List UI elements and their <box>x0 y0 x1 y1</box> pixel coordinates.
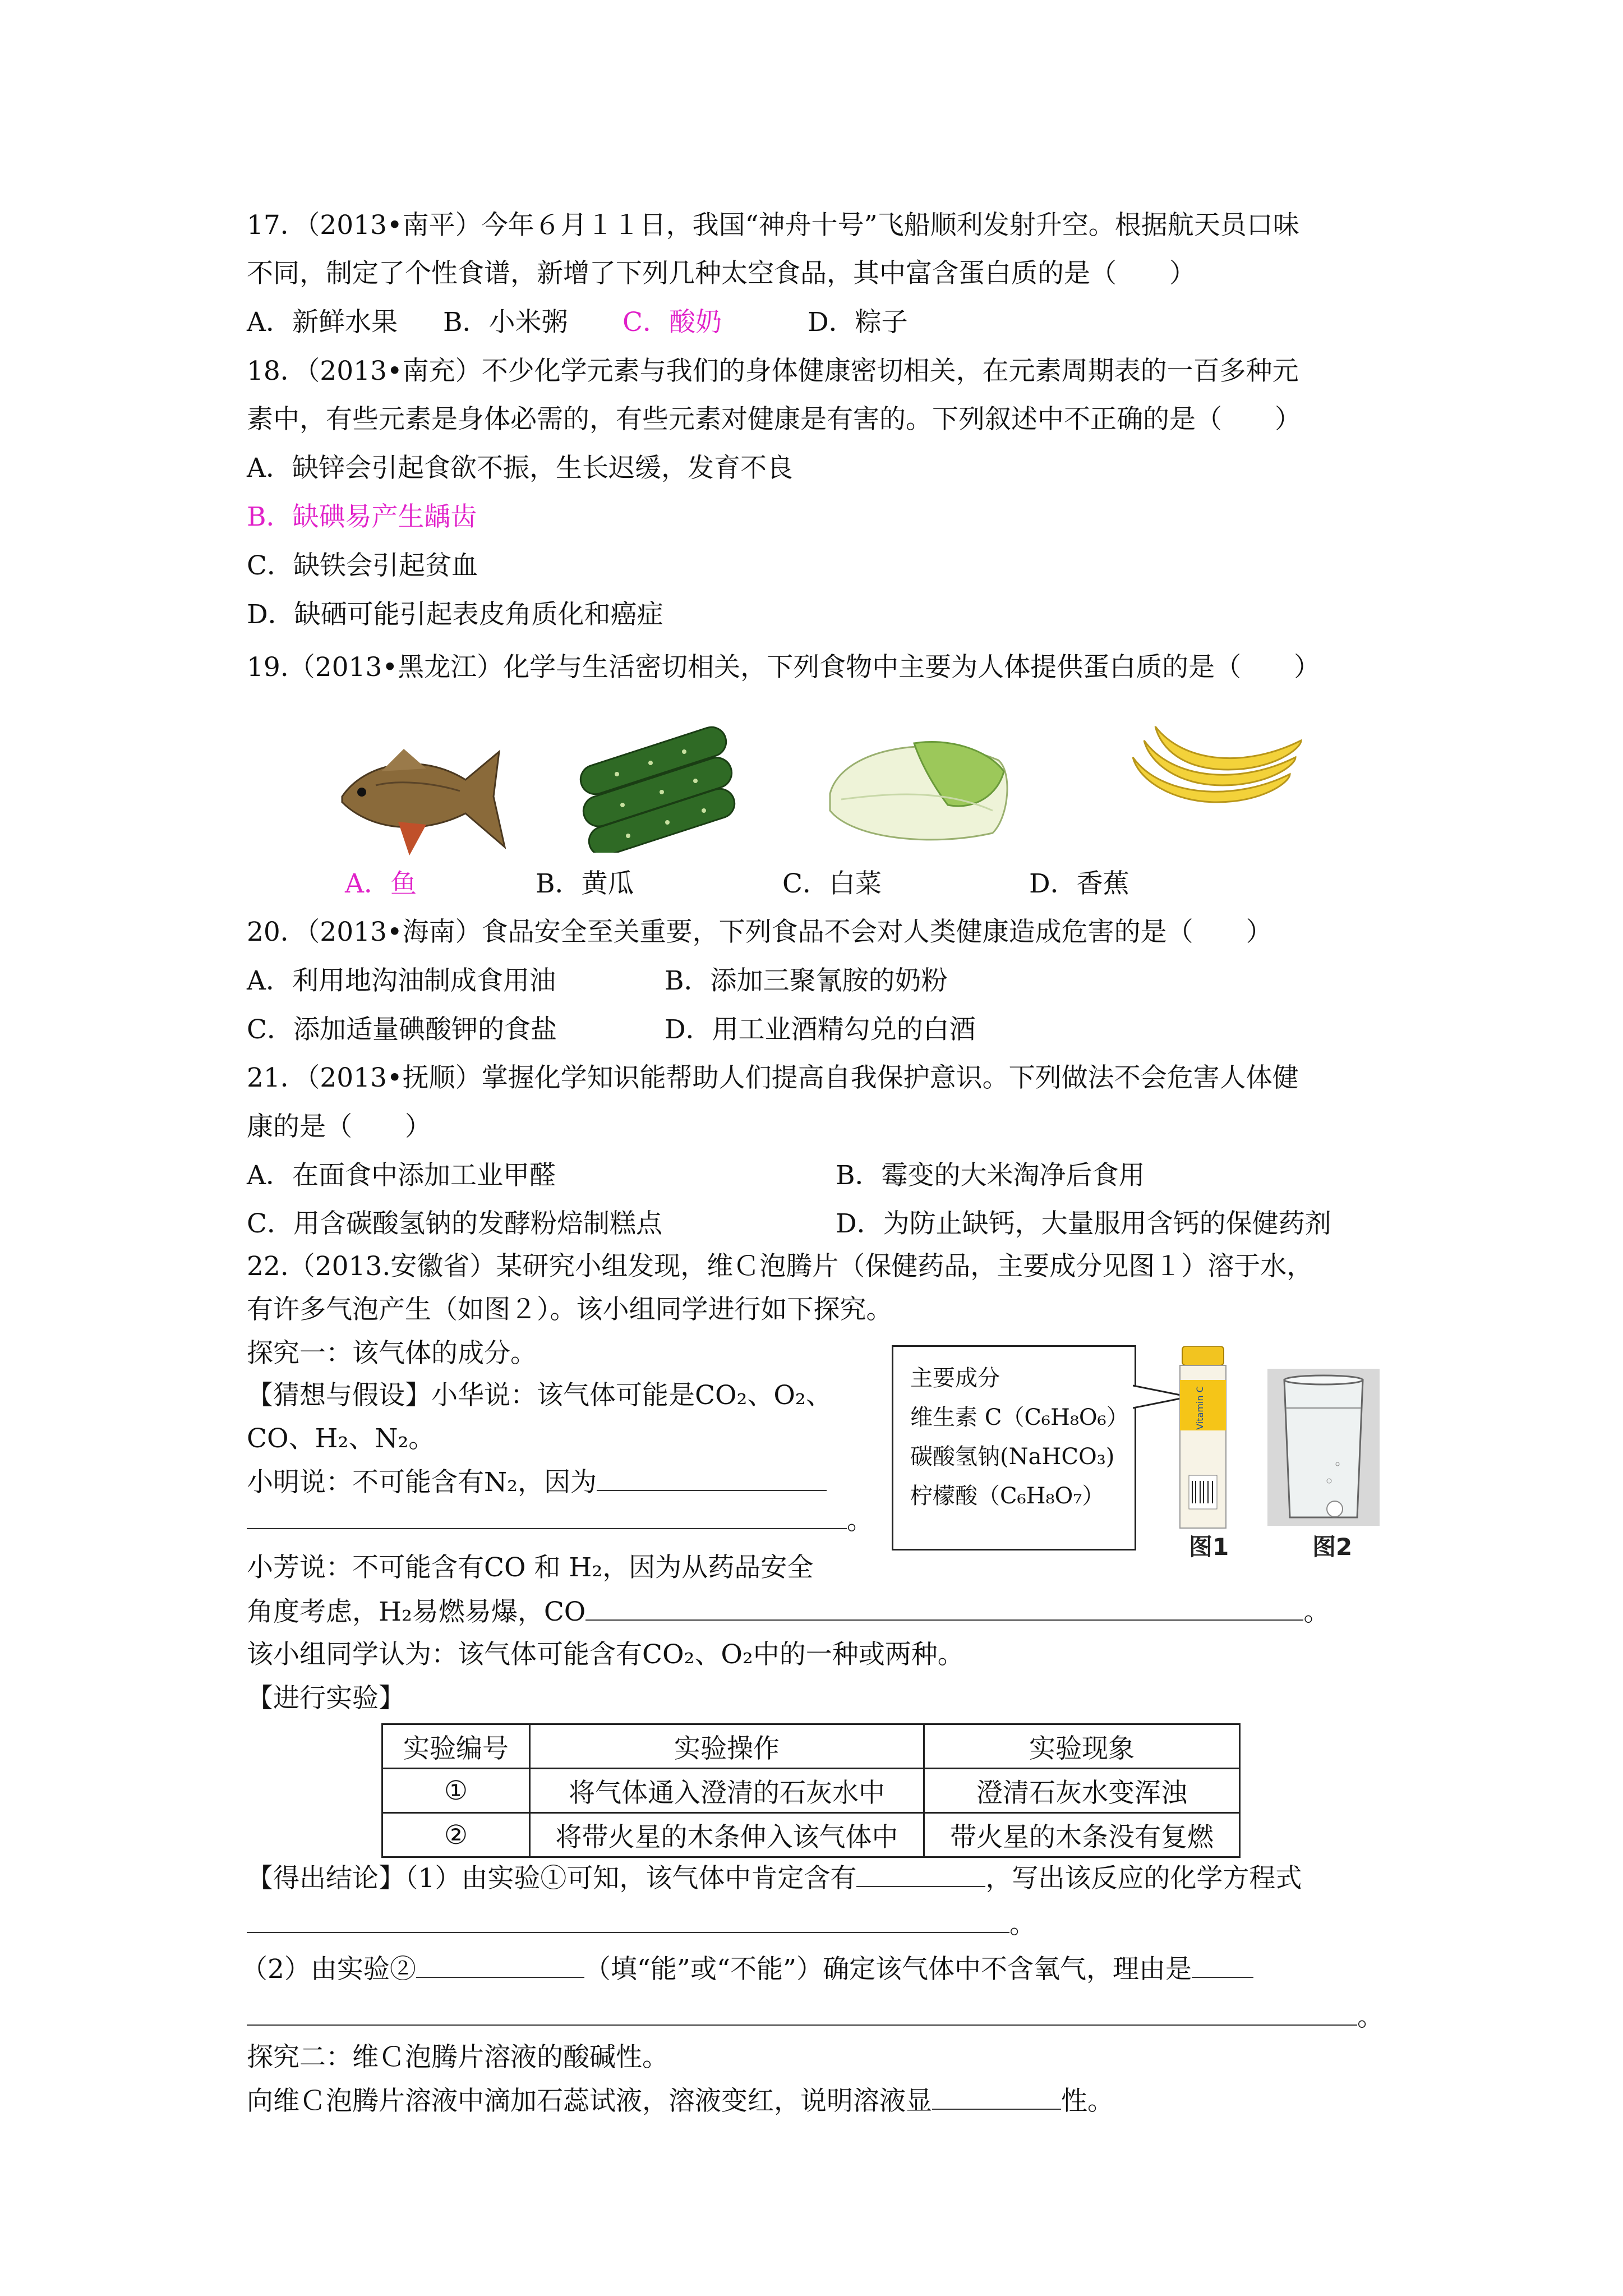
cell-exp-1-phenomenon: 澄清石灰水变浑浊 <box>924 1769 1240 1813</box>
answer-blank-reason-start[interactable] <box>1192 1952 1253 1978</box>
cabbage-icon <box>819 726 1015 850</box>
q18-stem-line2: 素中，有些元素是身体必需的，有些元素对健康是有害的。下列叙述中不正确的是（ ） <box>247 404 1301 435</box>
fang-h2: H₂ <box>379 1596 412 1627</box>
q22-guess-gases-2: CO、H₂、N₂。 <box>247 1423 435 1454</box>
answer-blank-ming-reason-2[interactable] <box>247 1503 847 1529</box>
q22-conclusion1-line <box>247 1861 1302 1895</box>
ingredient-nahco3: 碳酸氢钠(NaHCO₃) <box>910 1444 1115 1470</box>
figure-2-caption: 图2 <box>1312 1533 1353 1561</box>
group-end: 中的一种或两种。 <box>753 1639 964 1670</box>
q17-stem-line1: 17．（2013•南平）今年６月１１日，我国“神舟十号”飞船顺利发射升空。根据航天员口味 <box>247 210 1299 241</box>
q22-xiaofang-line1 <box>247 1551 813 1585</box>
q19-option-c: C．白菜 <box>782 868 882 899</box>
q20-option-b: B．添加三聚氰胺的奶粉 <box>665 965 948 996</box>
table-row <box>382 1769 1240 1813</box>
answer-blank-co-reason[interactable] <box>585 1595 1303 1621</box>
q21-stem-line2: 康的是（ ） <box>247 1111 431 1142</box>
cucumber-icon <box>566 724 746 853</box>
answer-blank-ming-reason[interactable] <box>597 1465 827 1491</box>
q20-stem: 20．（2013•海南）食品安全至关重要，下列食品不会对人类健康造成危害的是（ ） <box>247 917 1272 947</box>
cell-exp-1-operation: 将气体通入澄清的石灰水中 <box>530 1769 924 1813</box>
q22-stem-line1: 22.（2013.安徽省）某研究小组发现，维Ｃ泡腾片（保健药品，主要成分见图１）溶于水， <box>247 1251 1313 1282</box>
q22-equation-line <box>247 1907 1036 1941</box>
fang-text-b: ，因为从药品安全 <box>602 1552 814 1583</box>
answer-blank-reason[interactable] <box>247 2000 1357 2026</box>
cell-exp-2-phenomenon: 带火星的木条没有复燃 <box>924 1813 1240 1857</box>
ming-text-a: 小明说：不可能含有 <box>247 1467 484 1498</box>
group-gases: CO₂、O₂ <box>642 1639 753 1670</box>
q17-option-d: D．粽子 <box>808 307 908 338</box>
q21-option-d: D．为防止缺钙，大量服用含钙的保健药剂 <box>836 1208 1331 1239</box>
table-header-row <box>382 1724 1240 1769</box>
table-row <box>382 1813 1240 1857</box>
period: 。 <box>847 1505 873 1536</box>
vitamin-c-tube-image <box>1172 1346 1234 1531</box>
q22-group-line <box>247 1638 964 1672</box>
q21-stem-line1: 21．（2013•抚顺）掌握化学知识能帮助人们提高自我保护意识。下列做法不会危害人体健 <box>247 1062 1299 1093</box>
guess-gases-1: CO₂、O₂、 <box>695 1380 832 1411</box>
fang-text-d: 易燃易爆，CO <box>412 1596 586 1627</box>
q22-experiment-heading: 【进行实验】 <box>247 1683 405 1714</box>
q19-option-d: D．香蕉 <box>1029 868 1129 899</box>
period: 。 <box>1009 1909 1036 1940</box>
q18-option-b: B．缺碘易产生龋齿 <box>247 501 477 532</box>
answer-blank-acidity[interactable] <box>932 2084 1061 2110</box>
q20-option-c: C．添加适量碘酸钾的食盐 <box>247 1014 557 1045</box>
glass-of-water-image <box>1267 1369 1380 1526</box>
q22-explore1-heading: 探究一：该气体的成分。 <box>247 1338 537 1369</box>
cell-exp-1-number: ① <box>382 1769 530 1813</box>
banana-icon <box>1122 718 1307 808</box>
conclusion2-text-b: （填“能”或“不能”）确定该气体中不含氧气，理由是 <box>584 1954 1192 1985</box>
period: 。 <box>1303 1596 1330 1627</box>
q22-litmus-line <box>247 2084 1114 2118</box>
q22-stem-line2: 有许多气泡产生（如图２）。该小组同学进行如下探究。 <box>247 1294 893 1325</box>
q17-option-b: B．小米粥 <box>443 307 568 338</box>
q17-option-a: A．新鲜水果 <box>247 307 398 338</box>
conclusion2-text-a: （2）由实验② <box>241 1954 416 1985</box>
ingredients-title: 主要成分 <box>910 1365 1000 1391</box>
conclusion-text-b: ，写出该反应的化学方程式 <box>985 1863 1302 1894</box>
q22-explore2-heading: 探究二：维Ｃ泡腾片溶液的酸碱性。 <box>247 2042 668 2073</box>
q21-option-a: A．在面食中添加工业甲醛 <box>247 1160 556 1191</box>
q17-option-c: C．酸奶 <box>623 307 722 338</box>
answer-blank-equation[interactable] <box>247 1907 1009 1933</box>
q21-option-c: C．用含碳酸氢钠的发酵粉焙制糕点 <box>247 1208 662 1239</box>
q20-option-a: A．利用地沟油制成食用油 <box>247 965 556 996</box>
q18-option-d: D．缺硒可能引起表皮角质化和癌症 <box>247 599 663 630</box>
q20-option-d: D．用工业酒精勾兑的白酒 <box>665 1014 976 1045</box>
conclusion-text-a: 【得出结论】（1）由实验①可知，该气体中肯定含有 <box>247 1863 857 1894</box>
guess-text: 【猜想与假设】小华说：该气体可能是 <box>247 1380 695 1411</box>
answer-blank-gas[interactable] <box>856 1861 985 1887</box>
q19-stem: 19.（2013•黑龙江）化学与生活密切相关，下列食物中主要为人体提供蛋白质的是（ ） <box>247 652 1321 683</box>
q22-xiaoming-line2 <box>247 1503 873 1538</box>
header-operation: 实验操作 <box>530 1724 924 1769</box>
q17-stem-line2: 不同，制定了个性食谱，新增了下列几种太空食品，其中富含蛋白质的是（ ） <box>247 258 1196 289</box>
fang-text-a: 小芳说：不可能含有 <box>247 1552 484 1583</box>
figure-1-caption: 图1 <box>1189 1533 1229 1561</box>
q18-option-c: C．缺铁会引起贫血 <box>247 550 478 581</box>
cell-exp-2-number: ② <box>382 1813 530 1857</box>
fish-icon <box>331 729 516 864</box>
period: 。 <box>1357 2001 1384 2032</box>
q22-xiaoming-line <box>247 1465 827 1499</box>
ingredients-callout <box>892 1345 1136 1550</box>
q18-stem-line1: 18．（2013•南充）不少化学元素与我们的身体健康密切相关，在元素周期表的一百多种元 <box>247 356 1299 386</box>
header-exp-number: 实验编号 <box>382 1724 530 1769</box>
q19-option-a: A．鱼 <box>345 868 417 899</box>
ming-text-b: ，因为 <box>517 1467 597 1498</box>
q22-guess-line1 <box>247 1379 832 1412</box>
group-text: 该小组同学认为：该气体可能含有 <box>247 1639 642 1670</box>
q22-xiaofang-line2 <box>247 1595 1330 1629</box>
bottle-label-text: Vitamin C <box>1195 1386 1205 1430</box>
ingredient-vitamin-c: 维生素 C（C₆H₈O₆） <box>910 1405 1129 1430</box>
litmus-text-a: 向维Ｃ泡腾片溶液中滴加石蕊试液，溶液变红，说明溶液显 <box>247 2086 932 2116</box>
q21-option-b: B．霉变的大米淘净后食用 <box>836 1160 1145 1191</box>
q18-option-a: A．缺锌会引起食欲不振，生长迟缓，发育不良 <box>247 453 793 484</box>
ming-gas: N₂ <box>484 1467 518 1498</box>
q22-reason-line <box>247 2000 1384 2034</box>
q19-option-b: B．黄瓜 <box>536 868 634 899</box>
cell-exp-2-operation: 将带火星的木条伸入该气体中 <box>530 1813 924 1857</box>
q22-conclusion2-line <box>241 1952 1253 1986</box>
answer-blank-can-or-cannot[interactable] <box>416 1952 584 1978</box>
ingredient-citric-acid: 柠檬酸（C₆H₈O₇） <box>910 1483 1105 1509</box>
litmus-text-b: 性。 <box>1061 2086 1114 2116</box>
experiment-table <box>381 1723 1241 1858</box>
fang-gases: CO 和 H₂ <box>484 1552 603 1583</box>
header-phenomenon: 实验现象 <box>924 1724 1240 1769</box>
fang-text-c: 角度考虑， <box>247 1596 379 1627</box>
